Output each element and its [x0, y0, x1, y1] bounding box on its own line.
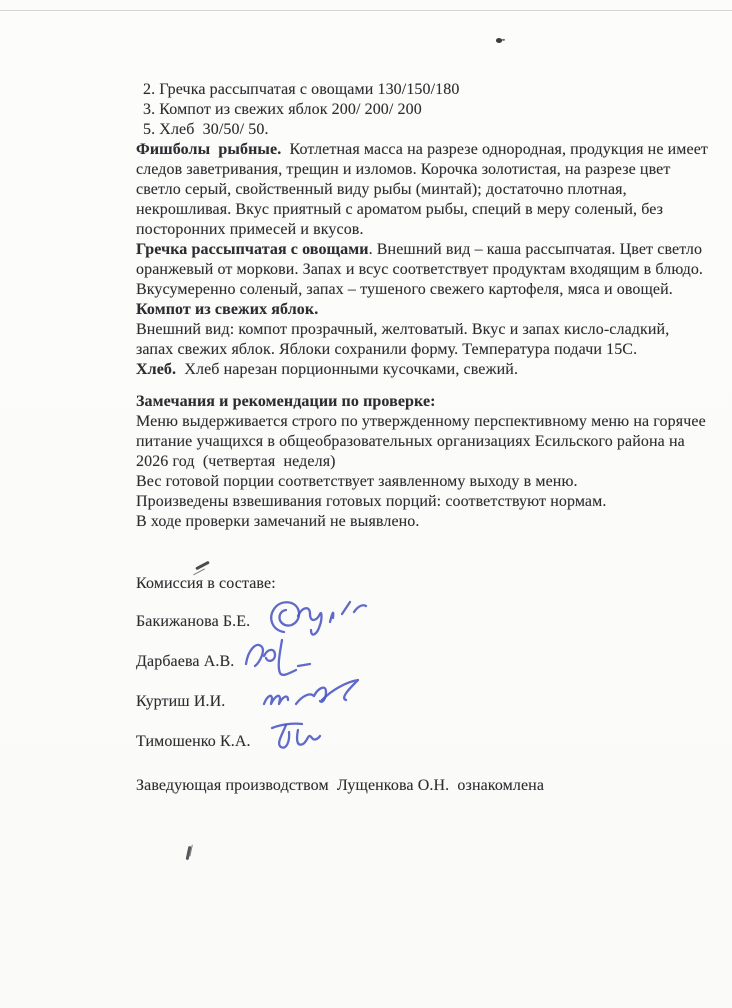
- commission-section: [136, 574, 710, 754]
- commission-member-row: [136, 732, 710, 754]
- dish-title: Гречка рассыпчатая с овощами: [136, 241, 369, 258]
- dish-paragraph-buckwheat: [136, 240, 710, 280]
- handwritten-signature: [262, 592, 372, 648]
- commission-member-name: Дарбаева А.В.: [136, 653, 235, 670]
- commission-member-row: [136, 692, 710, 714]
- remarks-line: В ходе проверки замечаний не выявлено.: [136, 513, 420, 530]
- dish-description: Котлетная масса на разрезе однородная, продукция не имеет следов заветривания, трещин и изломов. Корочка золотистая, на разрезе цвет светло серый, свойственный виду рыбы (минтай); достаточно плотная, некрошливая. Вкус приятный с ароматом рыбы, специй в меру соленый, без посторонних примесей и вкусов.: [136, 141, 713, 238]
- commission-member-row: [136, 612, 710, 634]
- dish-description: Внешний вид: компот прозрачный, желтоватый. Вкус и запах кисло-сладкий, запах свежих яблок. Яблоки сохранили форму. Температура подачи 15С.: [136, 321, 674, 358]
- menu-item: 2. Гречка рассыпчатая с овощами 130/150/180: [143, 81, 460, 98]
- scan-pen-mark: [186, 846, 192, 860]
- commission-heading: Комиссия в составе:: [136, 575, 276, 592]
- remarks-heading: Замечания и рекомендации по проверке:: [136, 393, 436, 410]
- dish-paragraph-buckwheat-taste: [136, 280, 710, 300]
- dish-title: Фишболы рыбные.: [136, 141, 282, 158]
- document-page: [136, 80, 713, 796]
- remarks-line: Меню выдерживается строго по утвержденному перспективному меню на горячее питание учащихся в общеобразовательных организациях Есильского района на 2026 год (четвертая неделя): [136, 413, 710, 470]
- dish-title: Хлеб.: [136, 361, 177, 378]
- dish-paragraph-compote: [136, 320, 710, 360]
- remarks-line: Вес готовой порции соответствует заявленному выходу в меню.: [136, 473, 578, 490]
- commission-member-row: [136, 652, 710, 674]
- handwritten-signature: [240, 636, 320, 686]
- handwritten-signature: [266, 716, 346, 762]
- menu-item-list: [136, 80, 710, 140]
- menu-item: 5. Хлеб 30/50/ 50.: [143, 121, 269, 138]
- remarks-line: Произведены взвешивания готовых порций: соответствуют нормам.: [136, 493, 607, 510]
- commission-member-name: Бакижанова Б.Е.: [136, 613, 251, 630]
- handwritten-signature: [258, 674, 368, 722]
- footer-acknowledgement: Заведующая производством Лущенкова О.Н. ознакомлена: [136, 777, 545, 794]
- remarks-section: [136, 392, 710, 532]
- menu-item: 3. Компот из свежих яблок 200/ 200/ 200: [143, 101, 422, 118]
- dish-paragraph-bread: [136, 360, 710, 380]
- dish-title: Компот из свежих яблок.: [136, 301, 319, 318]
- scan-fold-line: [0, 10, 732, 11]
- dish-paragraph-compote-title: [136, 300, 710, 320]
- scan-ink-dot: [495, 37, 502, 44]
- commission-member-name: Тимошенко К.А.: [136, 733, 251, 750]
- dish-paragraph-fishballs: [136, 140, 713, 240]
- dish-description: . Внешний вид – каша рассыпчатая. Цвет светло оранжевый от моркови. Запах и всус соответствует продуктам входящим в блюдо.: [136, 241, 707, 278]
- dish-description: Хлеб нарезан порционными кусочками, свежий.: [176, 361, 519, 378]
- dish-description: Вкусумеренно соленый, запах – тушеного свежего картофеля, мяса и овощей.: [136, 281, 673, 298]
- commission-member-name: Куртиш И.И.: [136, 693, 226, 710]
